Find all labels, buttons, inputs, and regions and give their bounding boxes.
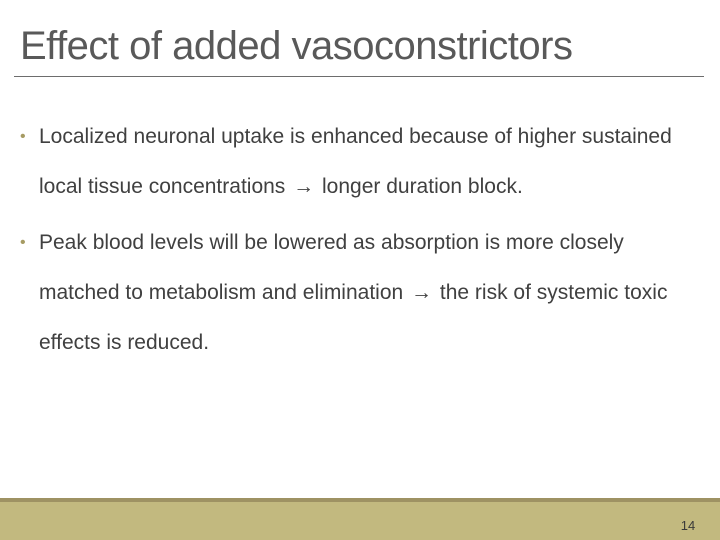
bullet-item [20,112,710,212]
bullet-marker: • [20,128,26,145]
bullet-text-continuation: longer duration block. [322,175,523,198]
right-arrow-icon: → [293,175,315,198]
bullet-item [20,218,710,368]
bullet-text-continuation: the risk of systemic toxic effects is reduced. [39,281,668,354]
right-arrow-icon: → [411,281,433,304]
bullet-text: Localized neuronal uptake is enhanced because of higher sustained local tissue concentrations [39,125,672,198]
bullet-text: Peak blood levels will be lowered as absorption is more closely matched to metabolism and elimination [39,231,624,304]
slide-title: Effect of added vasoconstrictors [20,24,573,68]
bullet-marker: • [20,234,26,251]
page-number: 14 [680,518,696,533]
title-underline [14,76,704,77]
bullet-list [20,112,710,368]
footer-band [0,502,720,540]
